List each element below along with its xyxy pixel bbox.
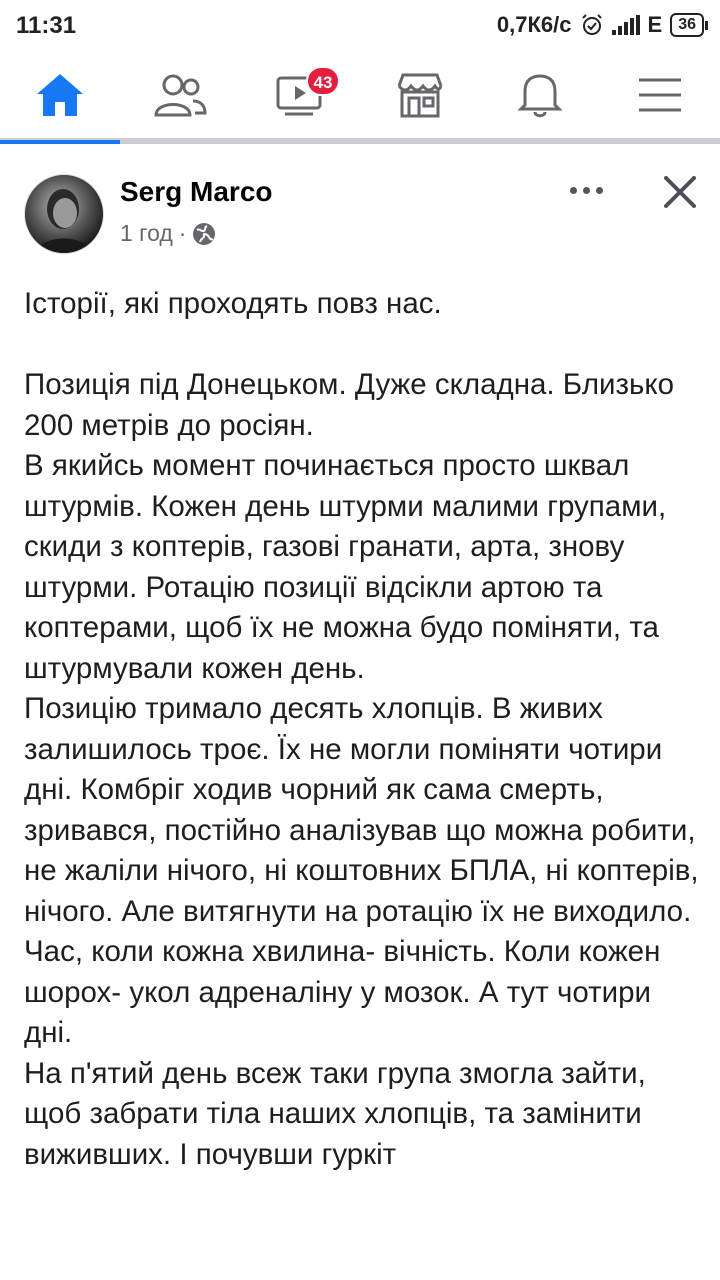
alarm-icon — [580, 13, 604, 37]
tab-watch[interactable] — [240, 52, 360, 138]
post-header — [0, 150, 720, 260]
tab-home[interactable] — [0, 52, 120, 138]
post-time[interactable]: 1 год — [120, 220, 173, 246]
tab-notifications[interactable] — [480, 52, 600, 138]
marketplace-icon — [395, 72, 445, 118]
notifications-icon — [517, 71, 563, 119]
paragraph-spacer — [24, 325, 704, 366]
watch-badge: 43 — [306, 66, 340, 96]
network-type: E — [647, 12, 663, 37]
profile-photo-icon — [25, 175, 104, 254]
battery-icon — [670, 13, 704, 37]
globe-icon — [192, 222, 216, 246]
friends-icon — [153, 73, 207, 117]
battery-level: 36 — [678, 16, 696, 33]
post-paragraph: Історії, які проходять повз нас. — [24, 287, 442, 320]
network-speed: 0,7К6/с — [496, 12, 572, 37]
post-paragraph: Позицію тримало десять хлопців. В живих залишилось троє. Їх не могли поміняти чотири дні. Комбріг ходив чорний як сама смерть, зривався, постійно аналізував що можна робити, не жаліли нічого, ні коштовних БПЛА, ні коптерів, нічого. Але витягнути на ротацію їх не виходило. Час, коли кожна хвилина- вічність. Коли кожен шорох- укол адреналіну у мозок. А тут чотири дні. — [24, 692, 699, 1049]
signal-icon — [612, 15, 640, 35]
top-nav — [0, 52, 720, 144]
post-paragraph: Позиція під Донецьком. Дуже складна. Близько 200 метрів до росіян. — [24, 368, 675, 442]
meta-separator: · — [178, 220, 187, 246]
status-bar — [0, 0, 720, 52]
tab-menu[interactable] — [600, 52, 720, 138]
close-icon[interactable] — [660, 172, 700, 212]
post-paragraph: В якийсь момент починається просто шквал штурмів. Кожен день штурми малими групами, скиди з коптерів, газові гранати, арта, знову штурми. Ротацію позиції відсікли артою та коптерами, щоб їх не можна будо поміняти, та штурмували кожен день. — [24, 449, 667, 685]
post-meta — [120, 220, 216, 247]
tab-marketplace[interactable] — [360, 52, 480, 138]
more-options-button[interactable] — [566, 180, 606, 200]
tab-friends[interactable] — [120, 52, 240, 138]
status-time: 11:31 — [16, 12, 77, 39]
post-text — [24, 284, 704, 1175]
menu-icon — [637, 76, 683, 114]
avatar[interactable] — [24, 174, 104, 254]
status-indicators — [497, 12, 704, 38]
author-name[interactable]: Serg Marco — [120, 176, 273, 207]
post-paragraph: На п'ятий день всеж таки група змогла зайти, щоб забрати тіла наших хлопців, та замінити виживших. І почувши гуркіт — [24, 1056, 646, 1171]
home-icon — [35, 72, 85, 118]
